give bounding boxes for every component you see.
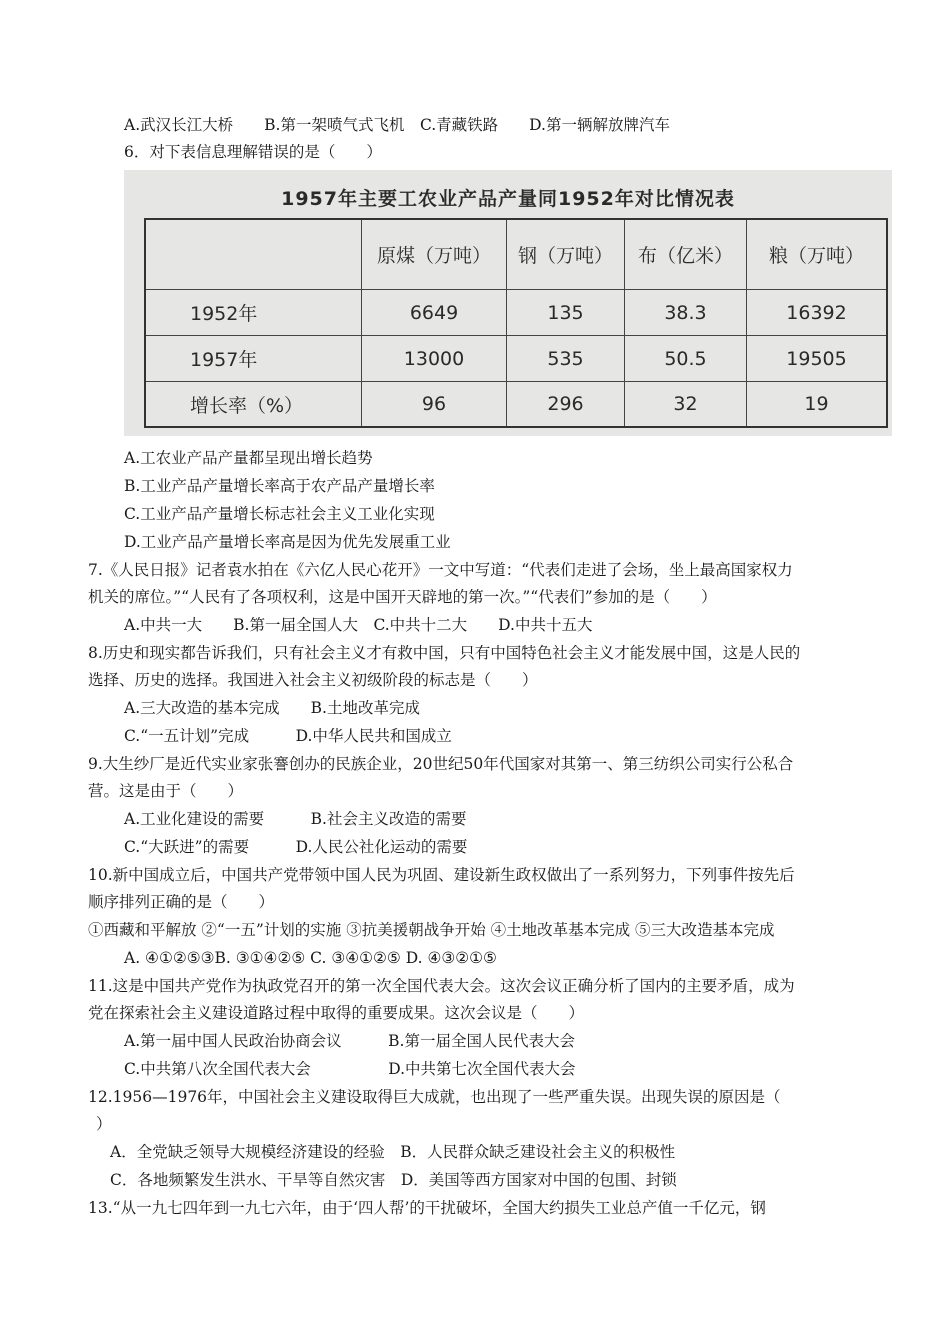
q6-table-image (124, 170, 892, 436)
q8-stem-2: 选择、历史的选择。我国进入社会主义初级阶段的标志是（ ） (88, 671, 538, 689)
table-row-label: 1957年 (146, 336, 362, 382)
table-header-grain: 粮（万吨） (747, 220, 886, 290)
q8-options-2: C.“一五计划”完成 D.中华人民共和国成立 (124, 727, 452, 745)
q9-stem-1: 9.大生纱厂是近代实业家张謇创办的民族企业，20世纪50年代国家对其第一、第三纺织公司实行公私合 (88, 755, 794, 773)
q10-stem-1: 10.新中国成立后，中国共产党带领中国人民为巩固、建设新生政权做出了一系列努力，下列事件按先后 (88, 866, 795, 884)
table-cell: 96 (362, 382, 507, 426)
q8-options-1: A.三大改造的基本完成 B.土地改革完成 (124, 699, 420, 717)
q12-options-1: A．全党缺乏领导大规模经济建设的经验 B．人民群众缺乏建设社会主义的积极性 (110, 1143, 676, 1161)
q10-events: ①西藏和平解放 ②“一五”计划的实施 ③抗美援朝战争开始 ④土地改革基本完成 ⑤三大改造基本完成 (88, 921, 775, 939)
q11-options-2: C.中共第八次全国代表大会 D.中共第七次全国代表大会 (124, 1060, 576, 1078)
q6-stem: 6．对下表信息理解错误的是（ ） (124, 143, 382, 161)
q10-stem-2: 顺序排列正确的是（ ） (88, 893, 275, 911)
table-cell: 32 (625, 382, 747, 426)
q6-table-title: 1957年主要工农业产品产量同1952年对比情况表 (281, 188, 735, 210)
table-header-corner (146, 220, 362, 290)
q6-table (144, 218, 888, 428)
q12-stem-2: ） (96, 1115, 112, 1133)
q9-options-2: C.“大跃进”的需要 D.人民公社化运动的需要 (124, 838, 468, 856)
table-row-label: 增长率（%） (146, 382, 362, 426)
q11-stem-1: 11.这是中国共产党作为执政党召开的第一次全国代表大会。这次会议正确分析了国内的主要矛盾，成为 (88, 977, 795, 995)
table-cell: 16392 (747, 290, 886, 336)
table-cell: 296 (507, 382, 625, 426)
q7-stem-2: 机关的席位。”“人民有了各项权利，这是中国开天辟地的第一次。”“代表们”参加的是（ ） (88, 588, 717, 606)
q6-option-d: D.工业产品产量增长率高是因为优先发展重工业 (124, 533, 451, 551)
q9-options-1: A.工业化建设的需要 B.社会主义改造的需要 (124, 810, 467, 828)
q5-options: A.武汉长江大桥 B.第一架喷气式飞机 C.青藏铁路 D.第一辆解放牌汽车 (124, 116, 670, 134)
table-cell: 38.3 (625, 290, 747, 336)
table-header-steel: 钢（万吨） (507, 220, 625, 290)
table-cell: 50.5 (625, 336, 747, 382)
q11-options-1: A.第一届中国人民政治协商会议 B.第一届全国人民代表大会 (124, 1032, 575, 1050)
q13-stem-1: 13.“从一九七四年到一九七六年，由于‘四人帮’的干扰破坏，全国大约损失工业总产值一千亿元，钢 (88, 1199, 766, 1217)
q6-option-b: B.工业产品产量增长率高于农产品产量增长率 (124, 477, 435, 495)
table-cell: 13000 (362, 336, 507, 382)
table-cell: 19 (804, 393, 829, 415)
q7-options: A.中共一大 B.第一届全国人大 C.中共十二大 D.中共十五大 (124, 616, 593, 634)
table-header-coal: 原煤（万吨） (362, 220, 507, 290)
table-cell: 535 (507, 336, 625, 382)
q12-options-2: C．各地频繁发生洪水、干旱等自然灾害 D．美国等西方国家对中国的包围、封锁 (110, 1171, 677, 1189)
table-cell: 135 (507, 290, 625, 336)
q8-stem-1: 8.历史和现实都告诉我们，只有社会主义才有救中国，只有中国特色社会主义才能发展中国，这是人民的 (88, 644, 801, 662)
q11-stem-2: 党在探索社会主义建设道路过程中取得的重要成果。这次会议是（ ） (88, 1004, 585, 1022)
table-row-label: 1952年 (146, 290, 362, 336)
q7-stem-1: 7.《人民日报》记者袁水拍在《六亿人民心花开》一文中写道：“代表们走进了会场，坐上最高国家权力 (88, 561, 793, 579)
q9-stem-2: 营。这是由于（ ） (88, 782, 244, 800)
q10-options: A. ④①②⑤③B. ③①④②⑤ C. ③④①②⑤ D. ④③②①⑤ (124, 949, 497, 967)
table-cell: 6649 (362, 290, 507, 336)
table-cell: 19505 (747, 336, 886, 382)
table-header-cloth: 布（亿米） (625, 220, 747, 290)
q6-option-c: C.工业产品产量增长标志社会主义工业化实现 (124, 505, 435, 523)
q6-option-a: A.工农业产品产量都呈现出增长趋势 (124, 449, 373, 467)
q12-stem-1: 12.1956—1976年，中国社会主义建设取得巨大成就，也出现了一些严重失误。出现失误的原因是（ (88, 1088, 781, 1106)
